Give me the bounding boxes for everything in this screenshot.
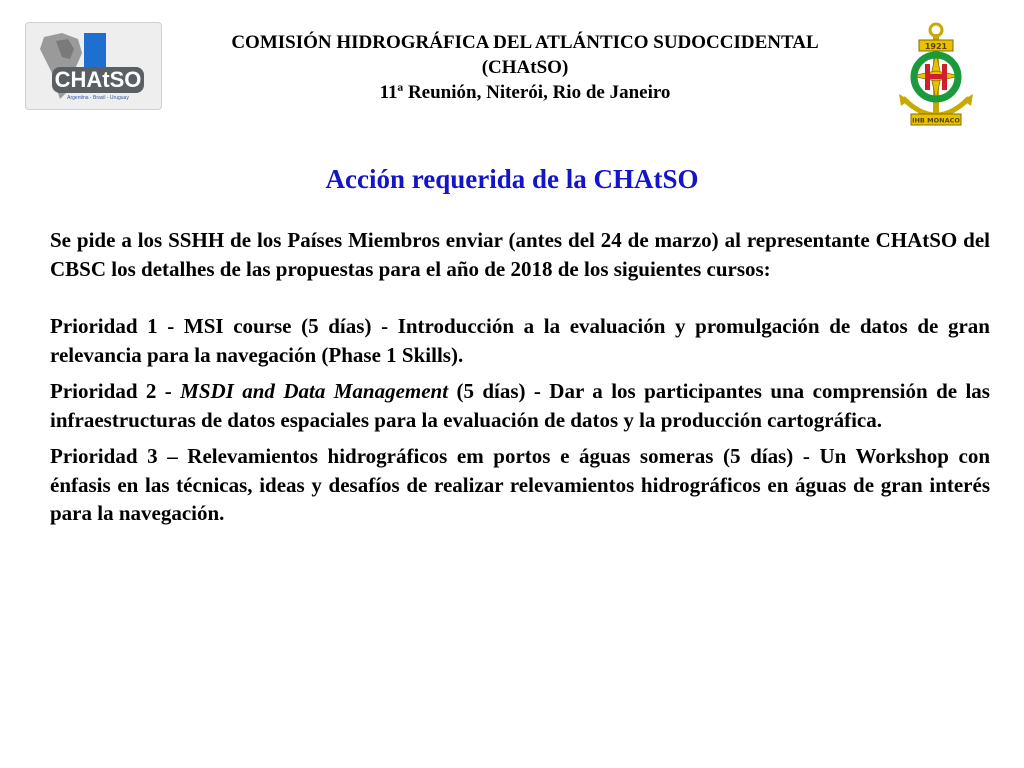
ihb-emblem-icon (893, 20, 979, 132)
document-header (165, 30, 885, 105)
chatso-logo (25, 22, 162, 110)
emblem-year-text: 1921 (924, 42, 948, 51)
priority-2-course-name: MSDI and Data Management (180, 379, 449, 403)
page-title: Acción requerida de la CHAtSO (325, 164, 699, 194)
header-meeting: 11ª Reunión, Niterói, Rio de Janeiro (379, 82, 671, 103)
document-body (50, 226, 990, 536)
priority-2-prefix: Prioridad 2 - (50, 379, 181, 403)
chatso-countries-text: Argentina - Brasil - Uruguay (67, 95, 129, 101)
priority-1-paragraph: Prioridad 1 - MSI course (5 días) - Introducción a la evaluación y promulgación de datos de gran relevancia para la navegación (Phase 1 Skills). (50, 314, 990, 367)
header-organization: COMISIÓN HIDROGRÁFICA DEL ATLÁNTICO SUDOCCIDENTAL (231, 32, 819, 53)
header-acronym: (CHAtSO) (481, 57, 569, 78)
emblem-label-text: IHB MONACO (912, 116, 960, 125)
intro-paragraph: Se pide a los SSHH de los Países Miembros enviar (antes del 24 de marzo) al representante CHAtSO del CBSC los detalhes de las propuestas para el año de 2018 de los siguientes cursos: (50, 228, 990, 281)
priority-3-paragraph: Prioridad 3 – Relevamientos hidrográficos em portos e águas someras (5 días) - Un Workshop con énfasis en las técnicas, ideas y desafíos de realizar relevamientos hidrográficos en águas de gran interés para la navegación. (50, 444, 990, 525)
priority-2-paragraph (50, 377, 990, 434)
priority-2-description: (5 días) - Dar a los participantes una comprensión de las infraestructuras de datos espaciales para la evaluación de datos y la producción cartográfica. (50, 379, 990, 432)
chatso-brand-text: CHAtSO (52, 67, 144, 93)
